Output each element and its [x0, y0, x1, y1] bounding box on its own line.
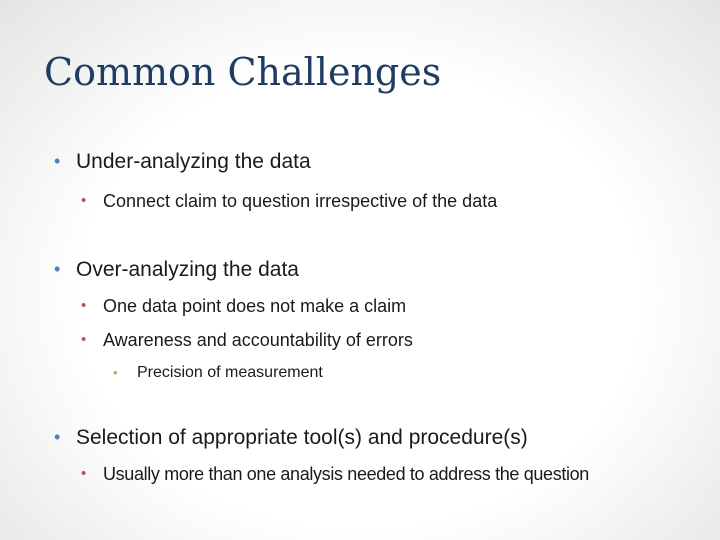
- bullet-text: Connect claim to question irrespective of the data: [103, 191, 498, 211]
- bullet-dot-icon: •: [113, 365, 118, 380]
- bullet-text: Under-analyzing the data: [76, 150, 311, 173]
- bullet-dot-icon: •: [54, 259, 61, 279]
- bullet-dot-icon: •: [81, 297, 87, 314]
- bullet-text: Over-analyzing the data: [76, 258, 299, 281]
- bullet-dot-icon: •: [54, 427, 61, 447]
- bullet-text: Selection of appropriate tool(s) and procedure(s): [76, 426, 528, 449]
- bullet-dot-icon: •: [81, 331, 87, 348]
- bullet-text: Awareness and accountability of errors: [103, 330, 413, 350]
- bullet-dot-icon: •: [81, 465, 87, 482]
- slide-title: Common Challenges: [44, 50, 442, 94]
- bullet-text: Usually more than one analysis needed to address the question: [103, 464, 589, 484]
- bullet-dot-icon: •: [81, 192, 87, 209]
- bullet-dot-icon: •: [54, 151, 61, 171]
- bullet-text: One data point does not make a claim: [103, 296, 407, 316]
- bullet-text: Precision of measurement: [137, 364, 323, 381]
